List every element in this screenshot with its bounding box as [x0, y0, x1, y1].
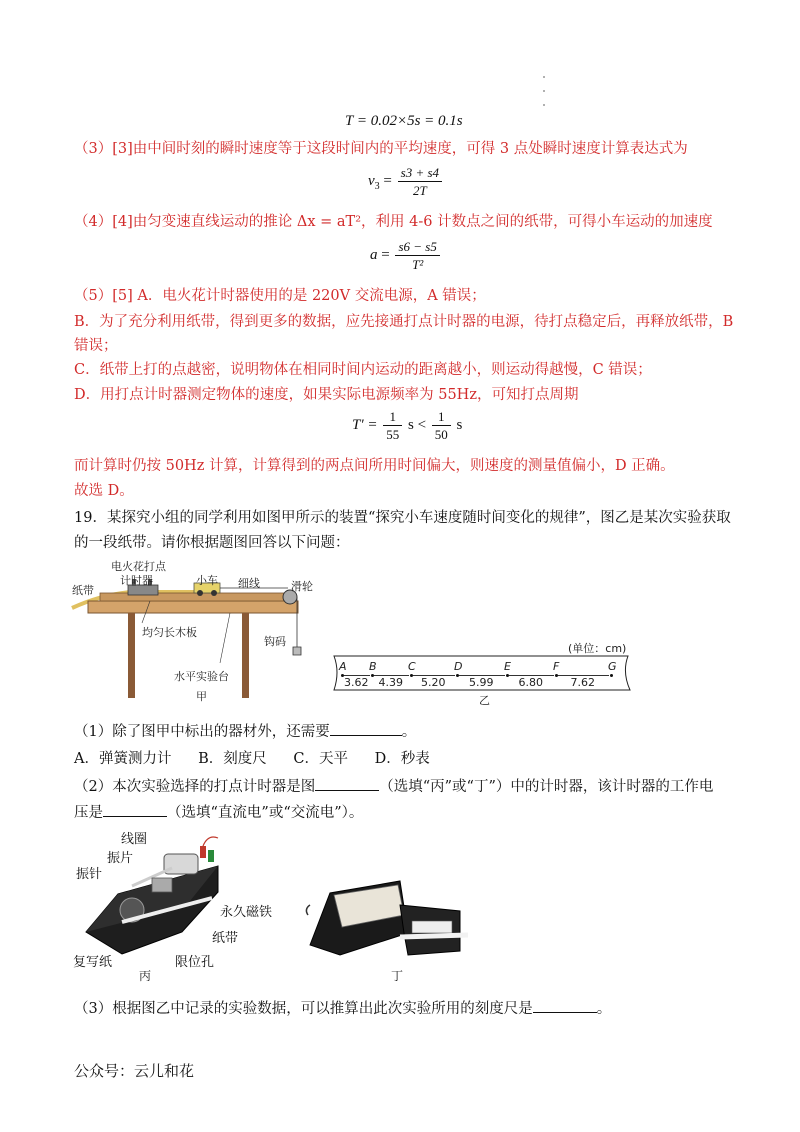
formula-v3-sub: 3 [374, 180, 380, 192]
jia-leg2 [242, 613, 249, 698]
yi-segment-arrow [509, 675, 554, 676]
yi-segment-arrow [413, 675, 455, 676]
formula-Tprime [352, 408, 462, 443]
ding-slot [412, 921, 452, 933]
option-b: B．刻度尺 [198, 751, 267, 767]
question-q3 [74, 998, 611, 1019]
formula-v3-frac [398, 164, 442, 199]
decor-dot [543, 76, 545, 78]
decor-dot [543, 90, 545, 92]
formula-T [345, 113, 463, 130]
solution-answer: 故选 D。 [74, 483, 134, 499]
yi-segment-arrow [344, 675, 370, 676]
formula-a-eq: = [381, 246, 390, 263]
jia-label-string: 细线 [238, 577, 260, 590]
formula-Tp-frac1 [383, 408, 402, 443]
formula-v3-lhs: v [368, 172, 375, 189]
yi-point-b: B [369, 660, 377, 673]
jia-label-weight: 钩码 [264, 635, 286, 648]
jia-cart-wheel1 [197, 590, 203, 596]
question-stem-2: 的一段纸带。请你根据题图回答以下问题： [74, 535, 350, 551]
footer-text: 公众号：云儿和花 [74, 1062, 195, 1080]
ding-caption: 丁 [391, 969, 404, 983]
q1-end: 。 [401, 724, 417, 740]
yi-segment-value: 6.80 [518, 676, 543, 689]
yi-point-f: F [553, 660, 560, 673]
yi-point-a: A [339, 660, 347, 673]
bing-terminal-red [200, 846, 206, 858]
yi-caption: 乙 [479, 694, 490, 707]
bing-coil [164, 854, 198, 874]
yi-segment-value: 5.20 [421, 676, 446, 689]
jia-cart-wheel2 [211, 590, 217, 596]
formula-Tp-den2: 50 [434, 427, 448, 442]
bing-label-reed: 振片 [107, 851, 134, 866]
ding-cord [306, 905, 310, 915]
solution-pD2: 而计算时仍按 50Hz 计算，计算得到的两点间所用时间偏大，则速度的测量值偏小，D 正确。 [74, 458, 675, 474]
bing-label-needle: 振针 [76, 867, 103, 882]
jia-label-cart: 小车 [196, 574, 218, 587]
question-q1 [74, 721, 416, 742]
yi-segment-arrow [374, 675, 409, 676]
solution-p5: （5）[5] A．电火花计时器使用的是 220V 交流电源，A 错误； [74, 288, 486, 304]
q2-text-a: （2）本次实验选择的打点计时器是图 [74, 779, 316, 795]
formula-Tp-num1: 1 [383, 408, 402, 426]
q2-text-b: （选填“丙”或“丁”）中的计时器，该计时器的工作电 [379, 779, 714, 795]
formula-Tp-end: s [456, 416, 463, 433]
formula-a-lhs: a [370, 246, 378, 263]
jia-label-timer1: 电火花打点 [111, 560, 166, 573]
solution-pB2: 错误； [74, 338, 118, 354]
ding-tape [400, 935, 468, 937]
formula-Tp-num2: 1 [432, 408, 451, 426]
solution-pB1: B．为了充分利用纸带，得到更多的数据，应先接通打点计时器的电源，待打点稳定后，再释放纸带，B [74, 314, 734, 330]
bing-caption: 丙 [139, 969, 152, 983]
option-c: C．天平 [293, 751, 348, 767]
bing-wire [203, 837, 218, 846]
formula-T-text: T = 0.02×5s = 0.1s [345, 113, 463, 129]
question-options [74, 749, 430, 769]
solution-p4: （4）[4]由匀变速直线运动的推论 Δx = aT²，利用 4-6 计数点之间的纸带，可得小车运动的加速度 [74, 214, 713, 230]
yi-point-e: E [504, 660, 511, 673]
bing-magnet [152, 878, 172, 892]
jia-label-board: 均匀长木板 [142, 626, 197, 639]
yi-segment-arrow [459, 675, 505, 676]
q2-blank-1[interactable] [315, 776, 379, 791]
figure-bing [82, 832, 222, 962]
q1-text: （1）除了图甲中标出的器材外，还需要 [74, 724, 330, 740]
option-a: A．弹簧测力计 [74, 751, 172, 767]
question-q2-line1 [74, 776, 713, 797]
option-d: D．秒表 [374, 751, 430, 767]
yi-segment-value: 4.39 [378, 676, 403, 689]
q3-end: 。 [596, 1001, 612, 1017]
formula-Tp-mid: s < [408, 416, 427, 433]
yi-segment-arrow [558, 675, 609, 676]
formula-Tp-frac2 [432, 408, 451, 443]
q3-blank[interactable] [533, 998, 597, 1013]
jia-leg1 [128, 613, 135, 698]
formula-a-den: T² [412, 257, 424, 272]
jia-label-tape: 纸带 [72, 584, 94, 597]
yi-dot-g [610, 674, 613, 677]
jia-label-pulley: 滑轮 [291, 580, 313, 593]
q3-text: （3）根据图乙中记录的实验数据，可以推算出此次实验所用的刻度尺是 [74, 1001, 533, 1017]
formula-Tp-den1: 55 [386, 427, 400, 442]
q1-blank[interactable] [330, 721, 402, 736]
bing-label-hole: 限位孔 [175, 955, 215, 970]
formula-v3-num: s3 + s4 [398, 164, 442, 182]
formula-v3-eq: = [383, 172, 392, 189]
question-q2-line2 [74, 802, 363, 823]
yi-point-g: G [608, 660, 617, 673]
formula-a-frac [395, 238, 439, 273]
jia-label-timer2: 计时器 [120, 574, 153, 587]
solution-pC: C．纸带上打的点越密，说明物体在相同时间内运动的距离越小，则运动得越慢，C 错误； [74, 362, 652, 378]
figure-ding [300, 875, 470, 965]
yi-point-d: D [454, 660, 463, 673]
bing-label-magnet: 永久磁铁 [220, 905, 273, 920]
solution-p3: （3）[3]由中间时刻的瞬时速度等于这段时间内的平均速度，可得 3 点处瞬时速度计算表达式为 [74, 141, 688, 157]
formula-Tp-lhs: T′ = [352, 416, 378, 433]
yi-segment-value: 5.99 [469, 676, 494, 689]
jia-caption: 甲 [196, 690, 207, 703]
yi-point-c: C [408, 660, 416, 673]
decor-dot [543, 104, 545, 106]
formula-a-num: s6 − s5 [395, 238, 439, 256]
yi-unit: (单位：cm) [568, 642, 627, 655]
solution-pD: D．用打点计时器测定物体的速度，如果实际电源频率为 55Hz，可知打点周期 [74, 387, 579, 403]
yi-segment-value: 7.62 [570, 676, 595, 689]
formula-v3-den: 2T [412, 183, 427, 198]
q2-text-d: （选填“直流电”或“交流电”）。 [167, 805, 364, 821]
q2-blank-2[interactable] [103, 802, 167, 817]
bing-terminal-green [208, 850, 214, 862]
yi-segment-value: 3.62 [344, 676, 369, 689]
q2-text-c: 压是 [74, 805, 103, 821]
bing-label-tape: 纸带 [212, 931, 239, 946]
question-stem-1: 19．某探究小组的同学利用如图甲所示的装置“探究小车速度随时间变化的规律”，图乙是某次实验获取 [74, 510, 731, 526]
bing-label-carbon: 复写纸 [73, 955, 113, 970]
jia-label-table: 水平实验台 [174, 670, 229, 683]
jia-board [88, 601, 298, 613]
jia-weight [293, 647, 301, 655]
formula-a [370, 238, 442, 273]
bing-label-coil: 线圈 [121, 832, 148, 847]
formula-v3 [368, 164, 444, 199]
